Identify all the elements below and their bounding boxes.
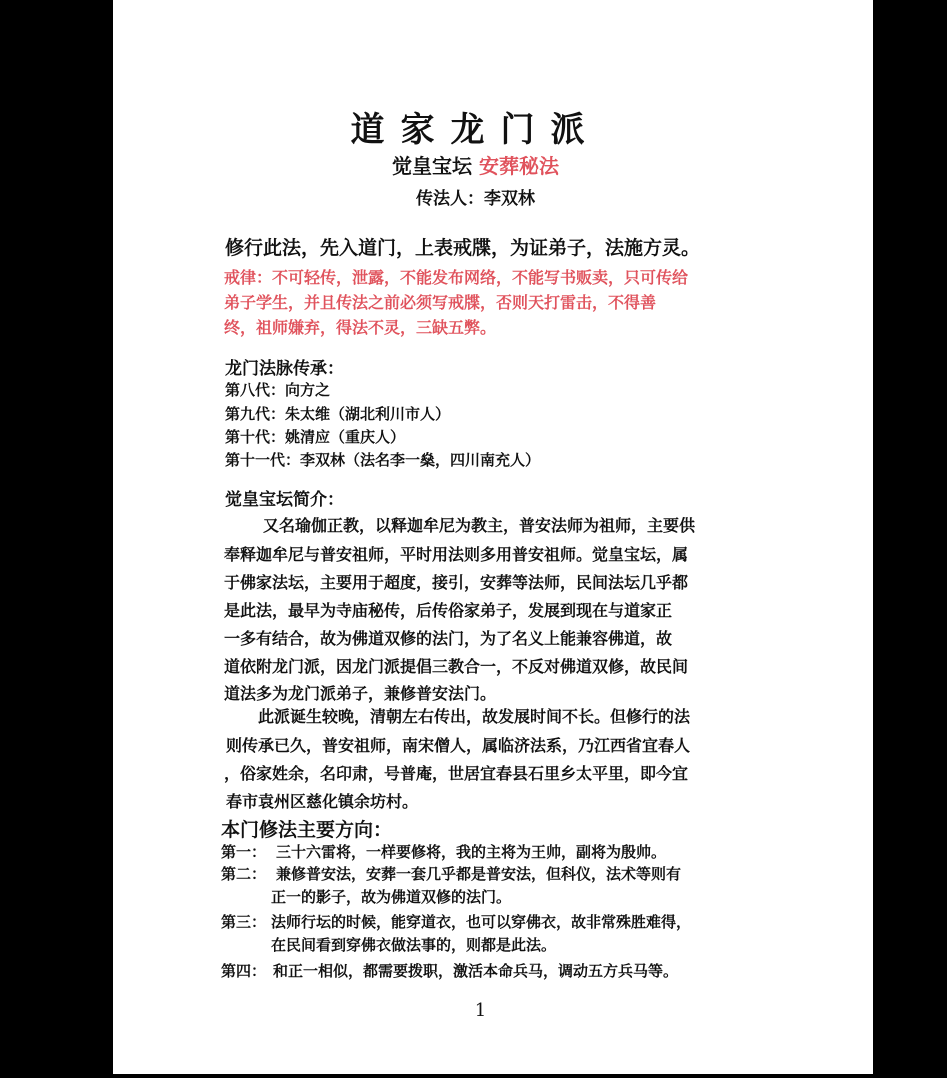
paragraph-line: 道依附龙门派，因龙门派提倡三教合一，不反对佛道双修，故民间 — [224, 657, 689, 676]
direction-text: 在民间看到穿佛衣做法事的，则都是此法。 — [271, 936, 557, 954]
paragraph-line: 此派诞生较晚，清朝左右传出，故发展时间不长。但修行的法 — [258, 707, 691, 726]
direction-heading: 本门修法主要方向： — [221, 819, 393, 841]
paragraph-line: 春市袁州区慈化镇余坊村。 — [226, 792, 419, 811]
direction-text: 法师行坛的时候，能穿道衣，也可以穿佛衣，故非常殊胜难得， — [271, 913, 692, 931]
direction-text: 正一的影子，故为佛道双修的法门。 — [271, 888, 512, 906]
subtitle-prefix: 觉皇宝坛 — [392, 154, 473, 178]
paragraph-line: 是此法，最早为寺庙秘传，后传俗家弟子，发展到现在与道家正 — [224, 601, 673, 620]
author-line: 传法人：李双林 — [416, 189, 535, 209]
rules-line: 戒律：不可轻传，泄露，不能发布网络，不能写书贩卖，只可传给 — [224, 268, 689, 287]
direction-text: 三十六雷将，一样要修将，我的主将为王帅，副将为殷帅。 — [276, 843, 667, 861]
lineage-item: 第十一代：李双林（法名李一燊，四川南充人） — [225, 451, 541, 469]
paragraph-line: 则传承已久，普安祖师，南宋僧人，属临济法系，乃江西省宜春人 — [226, 736, 691, 755]
paragraph-line: 于佛家法坛，主要用于超度，接引，安葬等法师，民间法坛几乎都 — [224, 573, 689, 592]
paragraph-line: ，俗家姓余，名印肃，号普庵，世居宜春县石里乡太平里，即今宜 — [224, 764, 689, 783]
paragraph-line: 奉释迦牟尼与普安祖师，平时用法则多用普安祖师。觉皇宝坛，属 — [224, 545, 689, 564]
paragraph-line: 一多有结合，故为佛道双修的法门，为了名义上能兼容佛道，故 — [224, 629, 673, 648]
direction-label: 第二： — [221, 865, 267, 883]
document-title: 道家龙门派 — [350, 110, 601, 150]
lineage-heading: 龙门法脉传承： — [225, 359, 344, 379]
paragraph-line: 道法多为龙门派弟子，兼修普安法门。 — [224, 684, 497, 703]
direction-label: 第一： — [221, 843, 267, 861]
direction-label: 第三： — [221, 913, 267, 931]
lineage-item: 第九代：朱太维（湖北利川市人） — [225, 405, 451, 423]
lineage-item: 第十代：姚清应（重庆人） — [225, 428, 406, 446]
document-subtitle — [113, 150, 838, 179]
paragraph-line: 又名瑜伽正教，以释迦牟尼为教主，普安法师为祖师，主要供 — [263, 516, 696, 535]
document-page — [113, 0, 873, 1074]
page-number: 1 — [474, 1000, 487, 1021]
rules-line: 弟子学生，并且传法之前必须写戒牒，否则天打雷击，不得善 — [224, 293, 657, 312]
direction-text: 和正一相似，都需要拨职，激活本命兵马，调动五方兵马等。 — [273, 962, 679, 980]
subtitle-highlight: 安葬秘法 — [478, 154, 559, 178]
rules-line: 终，祖师嫌弃，得法不灵，三缺五弊。 — [224, 318, 497, 337]
rules-block — [224, 265, 724, 340]
direction-text: 兼修普安法，安葬一套几乎都是普安法，但科仪，法术等则有 — [276, 865, 682, 883]
direction-label: 第四： — [221, 962, 267, 980]
intro-heading: 觉皇宝坛简介： — [225, 490, 344, 510]
lineage-item: 第八代：向方之 — [225, 381, 331, 399]
intro-line: 修行此法，先入道门，上表戒牒，为证弟子，法施方灵。 — [225, 237, 701, 259]
